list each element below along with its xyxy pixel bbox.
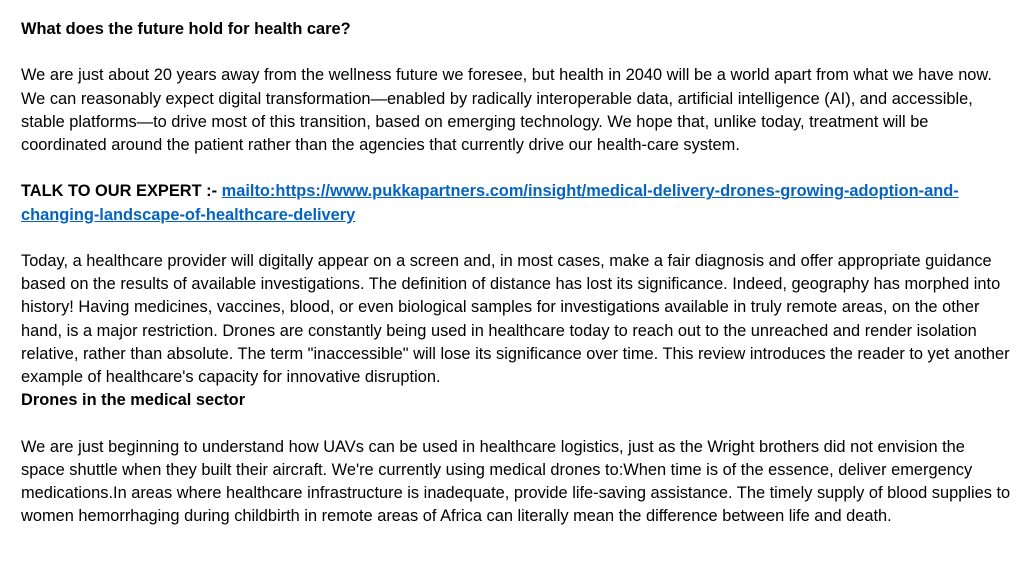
drones-paragraph: We are just beginning to understand how UAVs can be used in healthcare logistics, just as the Wright brothers did not envision the space shuttle when they built their aircraft. We're currently using medical drones to:When time is of the essence, deliver emergency medications.In areas where healthcare infrastructure is inadequate, provide life-saving assistance. The timely supply of blood supplies to women hemorrhaging during childbirth in remote areas of Africa can literally mean the difference between life and death. <box>21 437 1011 526</box>
spacer <box>21 41 1011 64</box>
body-paragraph: Today, a healthcare provider will digitally appear on a screen and, in most cases, make a fair diagnosis and offer appropriate guidance based on the results of available investigations. The definition of distance has lost its significance. Indeed, geography has morphed into history! Having medicines, vaccines, blood, or even biological samples for investigations available in truly remote areas, on the other hand, is a major restriction. Drones are constantly being used in healthcare today to reach out to the unreached and render isolation relative, rather than absolute. The term "inaccessible" will lose its significance over time. This review introduces the reader to yet another example of healthcare's capacity for innovative disruption. <box>21 251 1010 386</box>
spacer <box>21 227 1011 250</box>
slide-content <box>21 18 1011 528</box>
intro-paragraph: We are just about 20 years away from the wellness future we foresee, but health in 2040 will be a world apart from what we have now. We can reasonably expect digital transformation—enabled by radically interoperable data, artificial intelligence (AI), and accessible, stable platforms—to drive most of this transition, based on emerging technology. We hope that, unlike today, treatment will be coordinated around the patient rather than the agencies that currently drive our health-care system. <box>21 66 992 154</box>
page-title: What does the future hold for health care? <box>21 20 351 38</box>
expert-line <box>21 180 1011 226</box>
expert-link[interactable]: mailto:https://www.pukkapartners.com/insight/medical-delivery-drones-growing-adoption-and-changing-landscape-of-healthcare-delivery <box>21 182 959 224</box>
section-heading: Drones in the medical sector <box>21 391 246 410</box>
spacer <box>21 412 1011 435</box>
spacer <box>21 157 1011 180</box>
expert-label: TALK TO OUR EXPERT :- <box>21 182 222 201</box>
